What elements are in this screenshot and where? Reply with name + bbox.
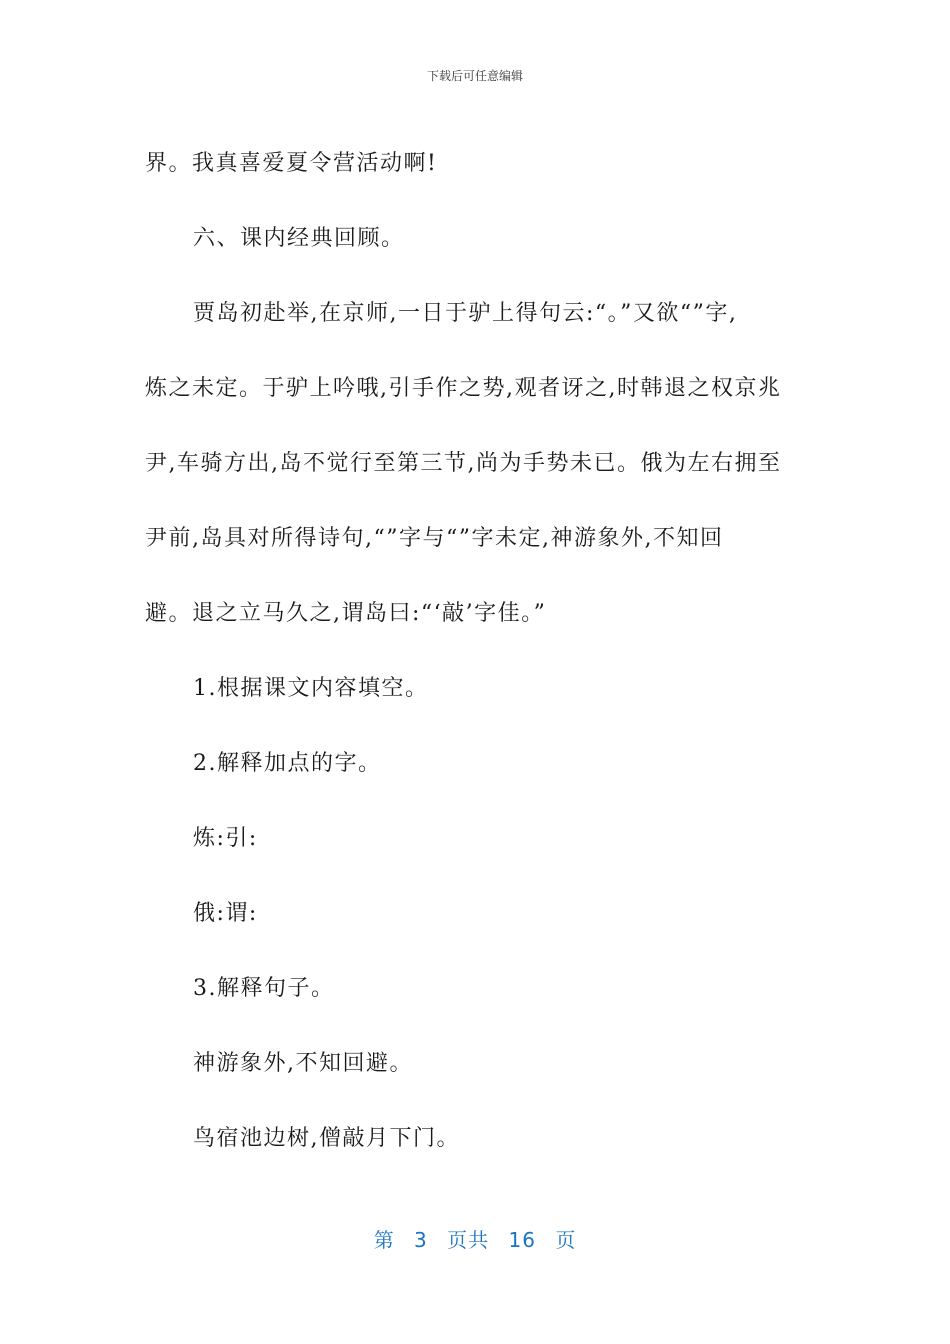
sentence-item: 神游象外,不知回避。 [193,1051,413,1076]
current-page-number: 3 [414,1228,428,1252]
page-label-middle: 页共 [447,1228,490,1252]
page-label-suffix: 页 [555,1228,577,1252]
paragraph-line: 界。我真喜爱夏令营活动啊! [145,151,438,176]
paragraph-line: 避。退之立马久之,谓岛曰:“‘敲’字佳。” [145,601,547,626]
page-label-prefix: 第 [373,1228,395,1252]
question-item: 1.根据课文内容填空。 [193,676,429,701]
sentence-item: 鸟宿池边树,僧敲月下门。 [193,1126,460,1151]
document-body [145,126,815,1176]
question-item: 3.解释句子。 [193,976,335,1001]
answer-blank: 俄:谓: [193,901,258,926]
paragraph-line: 尹,车骑方出,岛不觉行至第三节,尚为手势未已。俄为左右拥至 [145,451,782,476]
paragraph-line: 尹前,岛具对所得诗句,“”字与“”字未定,神游象外,不知回 [145,526,724,551]
question-item: 2.解释加点的字。 [193,751,382,776]
page-footer [0,1224,950,1253]
total-page-number: 16 [508,1228,536,1252]
section-heading: 六、课内经典回顾。 [193,226,405,251]
paragraph-line: 贾岛初赴举,在京师,一日于驴上得句云:“。”又欲“”字, [193,301,738,326]
header-note: 下载后可任意编辑 [426,69,523,83]
answer-blank: 炼:引: [193,826,258,851]
paragraph-line: 炼之未定。于驴上吟哦,引手作之势,观者讶之,时韩退之权京兆 [145,376,782,401]
